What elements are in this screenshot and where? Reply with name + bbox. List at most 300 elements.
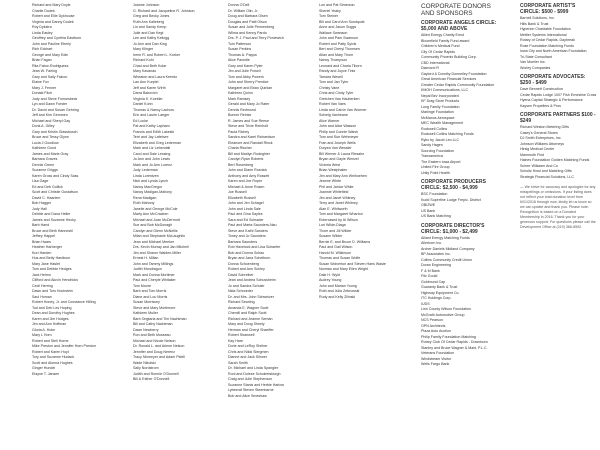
donor-name: Chemill and Ralph Scott [228,311,267,315]
donor-name: Audrey Young [319,278,342,282]
donor-name: Jim and Sharon Waiden-Miller [133,250,182,255]
donor-name: Tom and Sue Wehmeyer [319,135,359,139]
donor-name: Diane and Lou Morris [133,294,168,299]
donor-name: Mary Kavanau [133,69,157,73]
donor-name: Rockwell Collins [421,126,448,131]
donor-name: Ruth Mahony [133,201,155,205]
donor-name: Jim and Ann Hoffman [32,322,67,326]
donor-name: Strategic Financial Solutions, LLC [520,174,574,179]
donor-name: Thomas A. Pappa [228,52,257,57]
donor-name: Jeffrey Happel [32,234,56,238]
donor-name: Tom and Jan Tyler [319,80,349,84]
donor-name: Scherr Wilkasm And Co [520,163,558,168]
donor-name: Jim and Julie Powell [228,69,261,73]
donor-name: Alice Pavedle [228,58,250,62]
donor-name: Amanda E. Wagner Scott [228,305,269,310]
donor-name: Doug and Barbara Olsen [228,14,268,18]
donor-name: Mammoth Find [520,152,544,157]
donor-name: BSC Foundation [421,192,448,197]
donor-name: Donald Fitch [32,91,53,95]
donor-name: Bill and Marilyn Rodeghier [228,151,270,156]
donor-name: Rotary of Cedar Rapids, Daybreak [520,38,575,42]
donor-name: Richard Kohl [133,58,154,62]
donor-name: Barb and Tom Morris [133,289,167,293]
donor-name: Susan and Julie Pennenberg [228,25,275,29]
donor-name: Ed Locke [133,118,148,123]
donor-name: Karen Gross and Cindy Sass [32,173,79,178]
donor-name: Marlinge Foundation [421,110,454,115]
donor-name: Tory and Suzanne Hudack [32,355,75,359]
donor-name: Robert and Karen Hoyt [32,349,69,354]
donor-name: Charlie Dudek [32,8,55,13]
donor-name: Michael and Sheryl Gay [32,118,71,123]
donor-name: Sandy Hagen [421,143,443,148]
donor-name: Paula Richey [228,129,250,134]
donor-name: Ernest H. Millan [133,256,159,260]
donor-name: Dean and Dorothy Hughes [32,311,75,315]
donor-name: Jo Ann and John Lewis [133,157,170,161]
donor-name: Heather Harberger [32,245,62,249]
donor-name: Suzanne Stanis and Herbie Harlow [228,382,284,387]
donor-name: Wilma and Kenny Pardo [228,30,267,35]
donor-name: Gloria A. Hoke [32,327,56,332]
donor-name: Sally Nordstrom [133,366,159,370]
donor-name: Michael and Nicole Nelson [133,338,176,343]
donor-name: Dorie and LeRoy Shriber [228,344,268,348]
donor-level-heading: CORPORATE ANGELS CIRCLE: $5,000 AND ABOVE [421,20,497,33]
donor-name: Doran Engineering [421,263,451,268]
donor-name: Joanne Johnson [133,3,160,7]
donor-name: Judy Hall [32,206,47,211]
donor-name: Barb Ongtaria and Tim Nachtman [133,316,187,321]
donor-name: Bill and Cathy Nachtman [133,322,173,326]
donor-name: Linda Lorentzen [133,173,159,178]
donor-name: Brian Westphalen [319,168,348,172]
donor-name: United Fire Group [421,165,450,170]
donor-name: Jim and Janet Whitney [319,195,356,200]
donor-name: Terry and Janet Whitney [319,201,358,205]
donor-name: John and Linda Sale [228,206,261,211]
donor-name: Lee and Kathy Kellogg [133,36,170,40]
donor-name: Allerhorn Inc. [421,241,443,246]
donor-name: Gaylord & Dorothy Donnelley Foundation [421,71,487,76]
donor-name: Donna O'Dell [228,3,250,7]
donor-name: Drs. P. J. Paul and Terry Poniewich [228,36,284,40]
donor-name: G. Richard and Jacqueline R. Johnson [133,8,195,13]
donor-name: Robert and Patty Sylvis [319,41,357,46]
donor-name: Rich Eckhart [32,47,53,51]
donor-name: Ed and Deb Gullick [32,184,63,189]
donor-name: Rena Madigan [133,195,157,200]
donor-name: Norman and Mary Ellen Wright [319,267,369,271]
donor-name: Chad and Beth Kolar [133,63,167,68]
donor-name: Craig and Julie Stephenson [228,377,273,381]
donor-name: John and Diane Rosnick [228,168,267,172]
donor-name: Susann Wilder [319,234,343,238]
donor-name: Linda Easley [32,30,53,35]
donor-name: US Bank [421,208,436,213]
donor-name: Pat and Kathy Lapham [133,124,170,128]
donor-name: McManus Aerospace [421,115,455,120]
donor-name: Dave Bennett Construction [520,87,563,91]
donor-name: Francis and Edith Lakeski [133,129,175,134]
donor-name: Jo Ann and Dan King [133,41,167,46]
donor-name: Great American Financial Services [421,77,477,82]
donor-level-heading: CORPORATE ARTIST'S CIRCLE: $500 - $999 [520,3,576,15]
donor-name: Robert and Ann Schley [228,267,265,271]
donor-name: Jack Helmn [32,272,51,277]
donor-name: Bloomfield Family Fund award [421,38,470,43]
donor-name: Steve and Mary Mortimore [133,305,176,310]
donor-name: Judy and Steve Fonnesbeck [32,96,78,101]
donor-name: Jennifer and Doug Nerenz [133,349,175,354]
donor-name: Philip and Connie Walsh [319,129,359,134]
donor-name: Rob Havelock and Lisa Schaefer [228,245,281,249]
donor-name: Thomas & Nancy Lachow [133,107,174,112]
donor-name: Mark and Jo Ann Lorenz [133,162,172,167]
donor-name: Elayne T. Jansen [32,371,60,376]
donor-name: Dr. and Mrs. John Schweizer [228,294,274,299]
accuracy-note: — We strive for accuracy and apologize for any misspellings or omissions. If your listing does not reflect your total donation level from 6/01/2016 through now, kindly let us know so we can update and thank you. Please note: Recognition is based on a Donated Membership in 2016. Thank you for your generous support. For questions please call the Development Office at (319) 366-8592. [520,185,596,229]
donor-name: Community Phoenix Building Corp. [421,55,477,60]
donor-name: Rudy and Kelly Zilinski [319,294,356,299]
donor-name: Carolyn Ryan Roberts [228,157,264,161]
donor-name: Mary and Doug Sheely [228,322,265,326]
donor-name: Cedar Rapids Lodge 1007 Fish Ernestine Cross [520,92,596,97]
donor-name: Dennis Green [32,162,55,167]
donor-name: Robert Shanwell [228,333,255,337]
donor-name: Sourcing Foundation [421,148,455,153]
donor-name: Stanley and Bruce Wagner & Maid, P.L.C. [421,345,488,350]
donor-name: John and Sherry Prentice [228,80,269,84]
donor-name: Wells Fargo Bank [421,362,450,367]
donor-name: Cecil Herring [32,283,53,288]
donor-name: McGrath Automotive Group [421,312,465,317]
donor-name: Lyn and Dawn Forster [32,102,68,106]
donor-name: Tri-State Consultant [520,54,552,59]
donor-name: Dr. David and Susan Gehring [32,107,79,112]
donor-name: NCS Pearson [421,318,443,323]
donor-name: Sandra and Karel Richardson [228,135,276,139]
donor-name: Van Mueller Inc. [520,60,546,64]
donor-name: Greg and Becky Jones [133,14,170,18]
donor-name: Richard and Mary Doyle [32,3,71,7]
donor-name: Thom and Jill Wilder [319,228,352,233]
donor-name: Anne and Jason Suggs [319,25,357,29]
donor-name: Rotary Club Of Cedar Rapids - Downtown [421,340,488,345]
donor-name: Dawn Newberry [133,327,159,332]
donor-name: Karen and Jim Hodges [32,316,69,321]
donor-name: Hyperion Charitable Foundation [520,27,571,31]
donor-name: Ryko by Jacob Leo LLC [421,137,460,142]
donor-name: Bruce and Tessy Glynn [32,135,69,139]
donor-name: Dr. William Olin, Jr. [228,8,259,13]
donor-name: OPN Architects [421,323,446,328]
donor-name: Susan Wolverton and Steven Hans Waste [319,261,386,266]
donor-name: Hyena Capital Strategic & Performance [520,98,583,102]
donor-name: John and Jen Schagel [228,201,264,205]
donor-name: Christy Vane [319,85,340,90]
donor-name: Robert and Stell Horne [32,338,69,343]
donor-name: Doris A. Gilley [32,124,55,128]
donor-name: Nancy Madigan-Mahony [133,190,172,194]
donor-name: Bruce and Beth Hannestil [32,228,73,233]
donor-name: Bert and Cheryl Thomsen [319,47,360,51]
donor-name: Barb Hand [32,223,50,227]
donor-name: Barnell Solutions, Inc. [520,16,555,20]
donor-name: Gary and Kristin Glassbusch [32,129,78,134]
donor-name: Dr. Ronald L. and Arlene Nelson [133,344,185,348]
donor-name: Bert Rosenberg [228,162,254,167]
donor-name: Alice Warner [319,118,340,123]
donor-name: Lon and Pat Simerson [319,3,355,7]
donor-name: Irene R. and Robert L. Korker [133,52,181,57]
donor-name: Leonard and Charla Tiborn [319,63,362,68]
donor-name: Entercased by Al Wilson [319,217,358,222]
donor-name: Steve and Kathi Sanders [228,228,268,233]
donor-name: Jo and Sandra Schuler [228,283,265,288]
donor-name: Tamara Wesell [319,74,343,79]
donor-name: Elizabeth Russell [228,195,256,200]
donor-name: Nida Schroeder [228,289,253,293]
donor-name: Mark and Donna Mortimer [133,272,175,277]
donor-name: Daniel Kuhn [133,102,153,106]
donor-name: Unity Point Health [421,170,450,175]
donor-name: James and Marie Gray [32,151,69,156]
donor-column-1 [32,3,114,377]
donor-name: David Schreiber [228,272,254,277]
donor-name: Phil and Janice White [319,184,354,189]
donor-name: Windstream Visitor [421,356,452,361]
donor-name: Children's Medical Fund [421,44,460,49]
donor-name: Duryea Van Wessler [319,146,352,150]
donor-name: Dianne and Jack Slinner [228,355,267,359]
donor-name: Marty Ann McCracken [133,212,169,216]
donor-name: Sue and Bob McDonagh [133,223,173,227]
donor-name: Tom Steiner [319,14,339,18]
donor-name: Jean and Andrea Schussheim [228,278,276,282]
donor-level-heading: CORPORATE PARTNERS $100 - $249 [520,112,596,124]
donor-name: Steve and Trixie Reinholt [228,124,268,128]
donor-name: Mary Klinger [133,47,154,51]
donor-name: Eleanore and Randall Rinck [228,140,273,145]
donor-name: Robert Van Vaes [319,102,346,106]
donor-name: Chris and Nikki Slergmen [228,349,269,354]
donor-name: Mike Preston and Jennifer Horn Preston [32,344,96,348]
donor-name: Guaranty Bank & Trust [421,285,458,290]
donor-name: Mark and Liz Lebendall [133,146,171,150]
donor-name: Toney and Jo Saunders [228,234,266,238]
donor-name: Robert and Ellie Dykhouse [32,14,75,18]
donor-name: Judith and Ronnie O'Donnell [133,371,179,376]
donor-name: Bryan and Jana Schelburn [228,256,271,260]
donor-name: Highway Equipment Co. [421,290,460,295]
donor-name: Susan Perkins [228,47,252,51]
donor-name: Ruth and Julia Zebrowski [319,289,360,293]
donor-name: Roy Dykstra [32,25,52,29]
donor-name: Michael & Anne Rosen [228,184,265,189]
donor-name: Rita Fabor-Rodriguesa [32,63,69,68]
donor-name: Archer Daniels Midland Company [421,246,475,251]
donor-name: Brian Haars [32,239,51,244]
donor-name: Victoria West [319,162,341,167]
donor-name: Allied Energy Charity Ernst [421,33,464,38]
donor-name: Iowa City and North American Foundation [520,49,587,53]
donor-name: Elizabeth and Greg Lederman [133,140,181,145]
donor-level-heading: CORPORATE ADVOCATES: $250 - $499 [520,74,586,86]
donor-name: DJ Smith Enterprises, Inc. [520,136,562,140]
donor-name: Bernie E. and Bruce D. Williams [319,239,371,244]
donor-name: Saul Homan [32,294,52,299]
donor-name: ITC Holdings Corp. [421,296,452,301]
donor-name: Wade Nikolski [133,360,156,365]
donor-name: Virginia and Danny Dudek [32,19,74,24]
donor-name: Suzanne Griggs [32,168,58,172]
donor-name: Douglas and Patti Olson [228,19,267,24]
donor-name: Bryan and Gayle Wenzel [319,157,359,161]
donor-name: Hirsig Medical Center [520,147,555,151]
donor-name: Jeanne White [319,179,341,183]
donor-name: Tom Moore [133,283,151,288]
donor-name: Lan Ann Kurpiel [133,80,159,84]
donor-name: Ron and Beth Musseau [133,333,171,337]
donor-name: Paul and Marta Saunders-Nau [228,223,277,227]
donor-name: David C. Haarlem [32,195,61,200]
donor-name: Bob and Alice Smeshaw [228,393,267,398]
donor-name: IUDS [421,301,430,306]
donor-name: Mark Ramsey [228,96,251,101]
donor-name: Philip Family Foundation Matching [421,334,476,339]
donor-name: Anthony and Amy Rosseti [228,173,270,178]
donor-name: Bob and Donna Schau [228,250,265,255]
donor-level-heading: CORPORATE PRODUCERS CIRCLE: $2,500 - $4,999 [421,179,486,192]
donor-name: OBIZWE [421,203,436,208]
donor-name: Long Family Foundation [421,104,460,109]
donor-name: Drs. Kevin Murray and Jan Mitchell [133,245,189,249]
donor-name: Susan Morrissey [133,300,160,304]
donor-name: Janelle and George McCole [133,206,178,211]
donor-name: Nepal Bev Incorporated [421,93,459,98]
donor-name: Gary and Karen Pyter [228,63,263,68]
donor-name: Bill & Esther O'Donnell [133,377,170,381]
donor-name: Ruth Ann Kalleberg [133,19,164,24]
donor-column-4 [319,3,406,300]
donor-name: Charla Rischer [228,146,252,150]
donor-name: Fran and Joseph Wells [319,140,356,145]
donor-name: Linda and Calvin Van Wormer [319,107,367,112]
donor-name: Tom and Debbie Hedges [32,267,72,271]
donor-name: Alliant Energy Matching Funds [421,235,470,240]
donor-name: Collins Community Credit Union [421,257,472,262]
donor-name: Judy Lederman [133,168,158,172]
donor-name: Hills Bank & Trust [520,21,549,26]
donor-name: Richard Weston Metering Gifts [520,125,569,129]
donor-name: Michael and Joan McDermott [133,217,180,222]
donor-name: Virginia K. Koebler [133,96,163,101]
donor-name: Darra Bakovich [133,91,158,95]
donor-name: R. James and Sue Reese [228,118,269,123]
donor-name: Linn County Wilson Foundation [421,307,471,312]
donor-name: Richard Searling [228,300,255,304]
donor-name: Kathleen Good [32,146,56,150]
donor-name: Worley Companies [520,65,551,70]
donor-name: Mary L Horn [32,333,52,337]
donor-name: Tom and Margaret Wharton [319,212,363,216]
donor-name: Bonnie Reinke [228,113,252,117]
donor-name: Gretchen Van Hauberken [319,96,360,101]
corporate-donors-column-2 [520,3,596,230]
donor-name: John and Pauline Eberly [32,41,71,46]
donor-name: Kudd Superfine Lodge Frepic. District [421,197,481,202]
donor-name: Nick and Lynda Lynch [133,179,169,183]
donor-name: Jean and Michael Meeker [133,239,175,244]
donor-name: Sara and Ed Schrader [228,217,264,222]
donor-name: Paul and Gina Sayles [228,212,263,216]
donor-name: Fitz Gould [421,274,438,279]
donor-name: Dr. Michael and Linda Spangler [228,366,279,370]
donor-name: Jeff and Kim Gemmen [32,113,68,117]
donor-name: Tom and Abby Powers [228,74,264,79]
donor-name: Karen and Joe Roper [228,179,263,183]
donor-name: Alan E. Whitworth [319,206,348,211]
corporate-donors-column [421,3,501,368]
donor-name: City Of Cedar Rapids [421,49,455,54]
donor-name: Diamond R [421,66,439,71]
donor-name: Wallace Swanson [319,30,348,35]
donor-name: Paul and Gail Wilson [319,245,353,249]
donor-name: Joannie Whitefield [319,190,349,194]
donor-name: Mary J. Fenner [32,85,57,90]
donor-name: Solveig Vanheane [319,113,348,117]
donor-name: CBD International [421,60,450,65]
donor-name: Casey's General Stores [520,130,558,135]
donor-name: Geoffrey and Cynthia Eastburn [32,36,82,40]
donor-name: KMOH Communications, LLC [421,88,469,93]
donor-name: Carolyn and Glenn McNeilis [133,228,178,233]
donor-level-heading: CORPORATE DIRECTOR'S CIRCLE: $1,000 - $2,499 [421,222,485,235]
donor-name: Wheaton and Laura Keerdo [133,74,178,79]
donor-name: Tod and Deb Les Hoping [32,305,72,310]
donor-name: Schultz Howl and Matching Gifts [520,169,572,173]
donor-name: Elaine Fox [32,80,49,84]
donor-name: Kaysen Propellers & Pros [520,103,561,108]
donor-name: Rockwell Collins Matching Funds [421,132,474,137]
donor-name: George and Mary Edie [32,52,69,57]
donor-name: F & M Bank [421,268,440,273]
donor-name: Joe Russell [228,190,247,194]
donor-name: Brian Fagan [32,58,52,62]
donor-name: KF Drag Store Products [421,99,460,104]
donor-name: Terri and Jay Lafebvre [133,135,169,139]
donor-name: Tracy Nixmeyer and Adam Pidell [133,355,185,359]
donor-name: Julie and Dan Kegt [133,30,164,35]
donor-name: Clifford and Aluvin Hendricks [32,278,78,282]
donor-name: Mary Jane Haslet [32,261,60,266]
donor-name: Margaret and Brian Quinlan [228,85,273,90]
donor-name: Lisa Gage [32,179,49,183]
donor-name: Debbie and Dana Heller [32,212,71,216]
donor-name: Barbara Graves [32,157,58,161]
donor-name: Goldmund Cap [421,279,446,284]
donor-name: Greater Cedar Rapids Community Foundation [421,82,495,87]
donor-name: Hus and Betty Hardison [32,256,70,260]
donor-name: Carol and Dale Lessing [133,151,171,156]
donor-name: Jean W. Fairing [32,69,57,73]
donor-name: Lin and Sandy Kemp [133,25,167,29]
donor-name: Bob Hagger [32,201,52,205]
donor-name: Milan and Stephanie McLaughlin [133,234,186,238]
donor-name: Judith Mondragon [133,267,162,271]
